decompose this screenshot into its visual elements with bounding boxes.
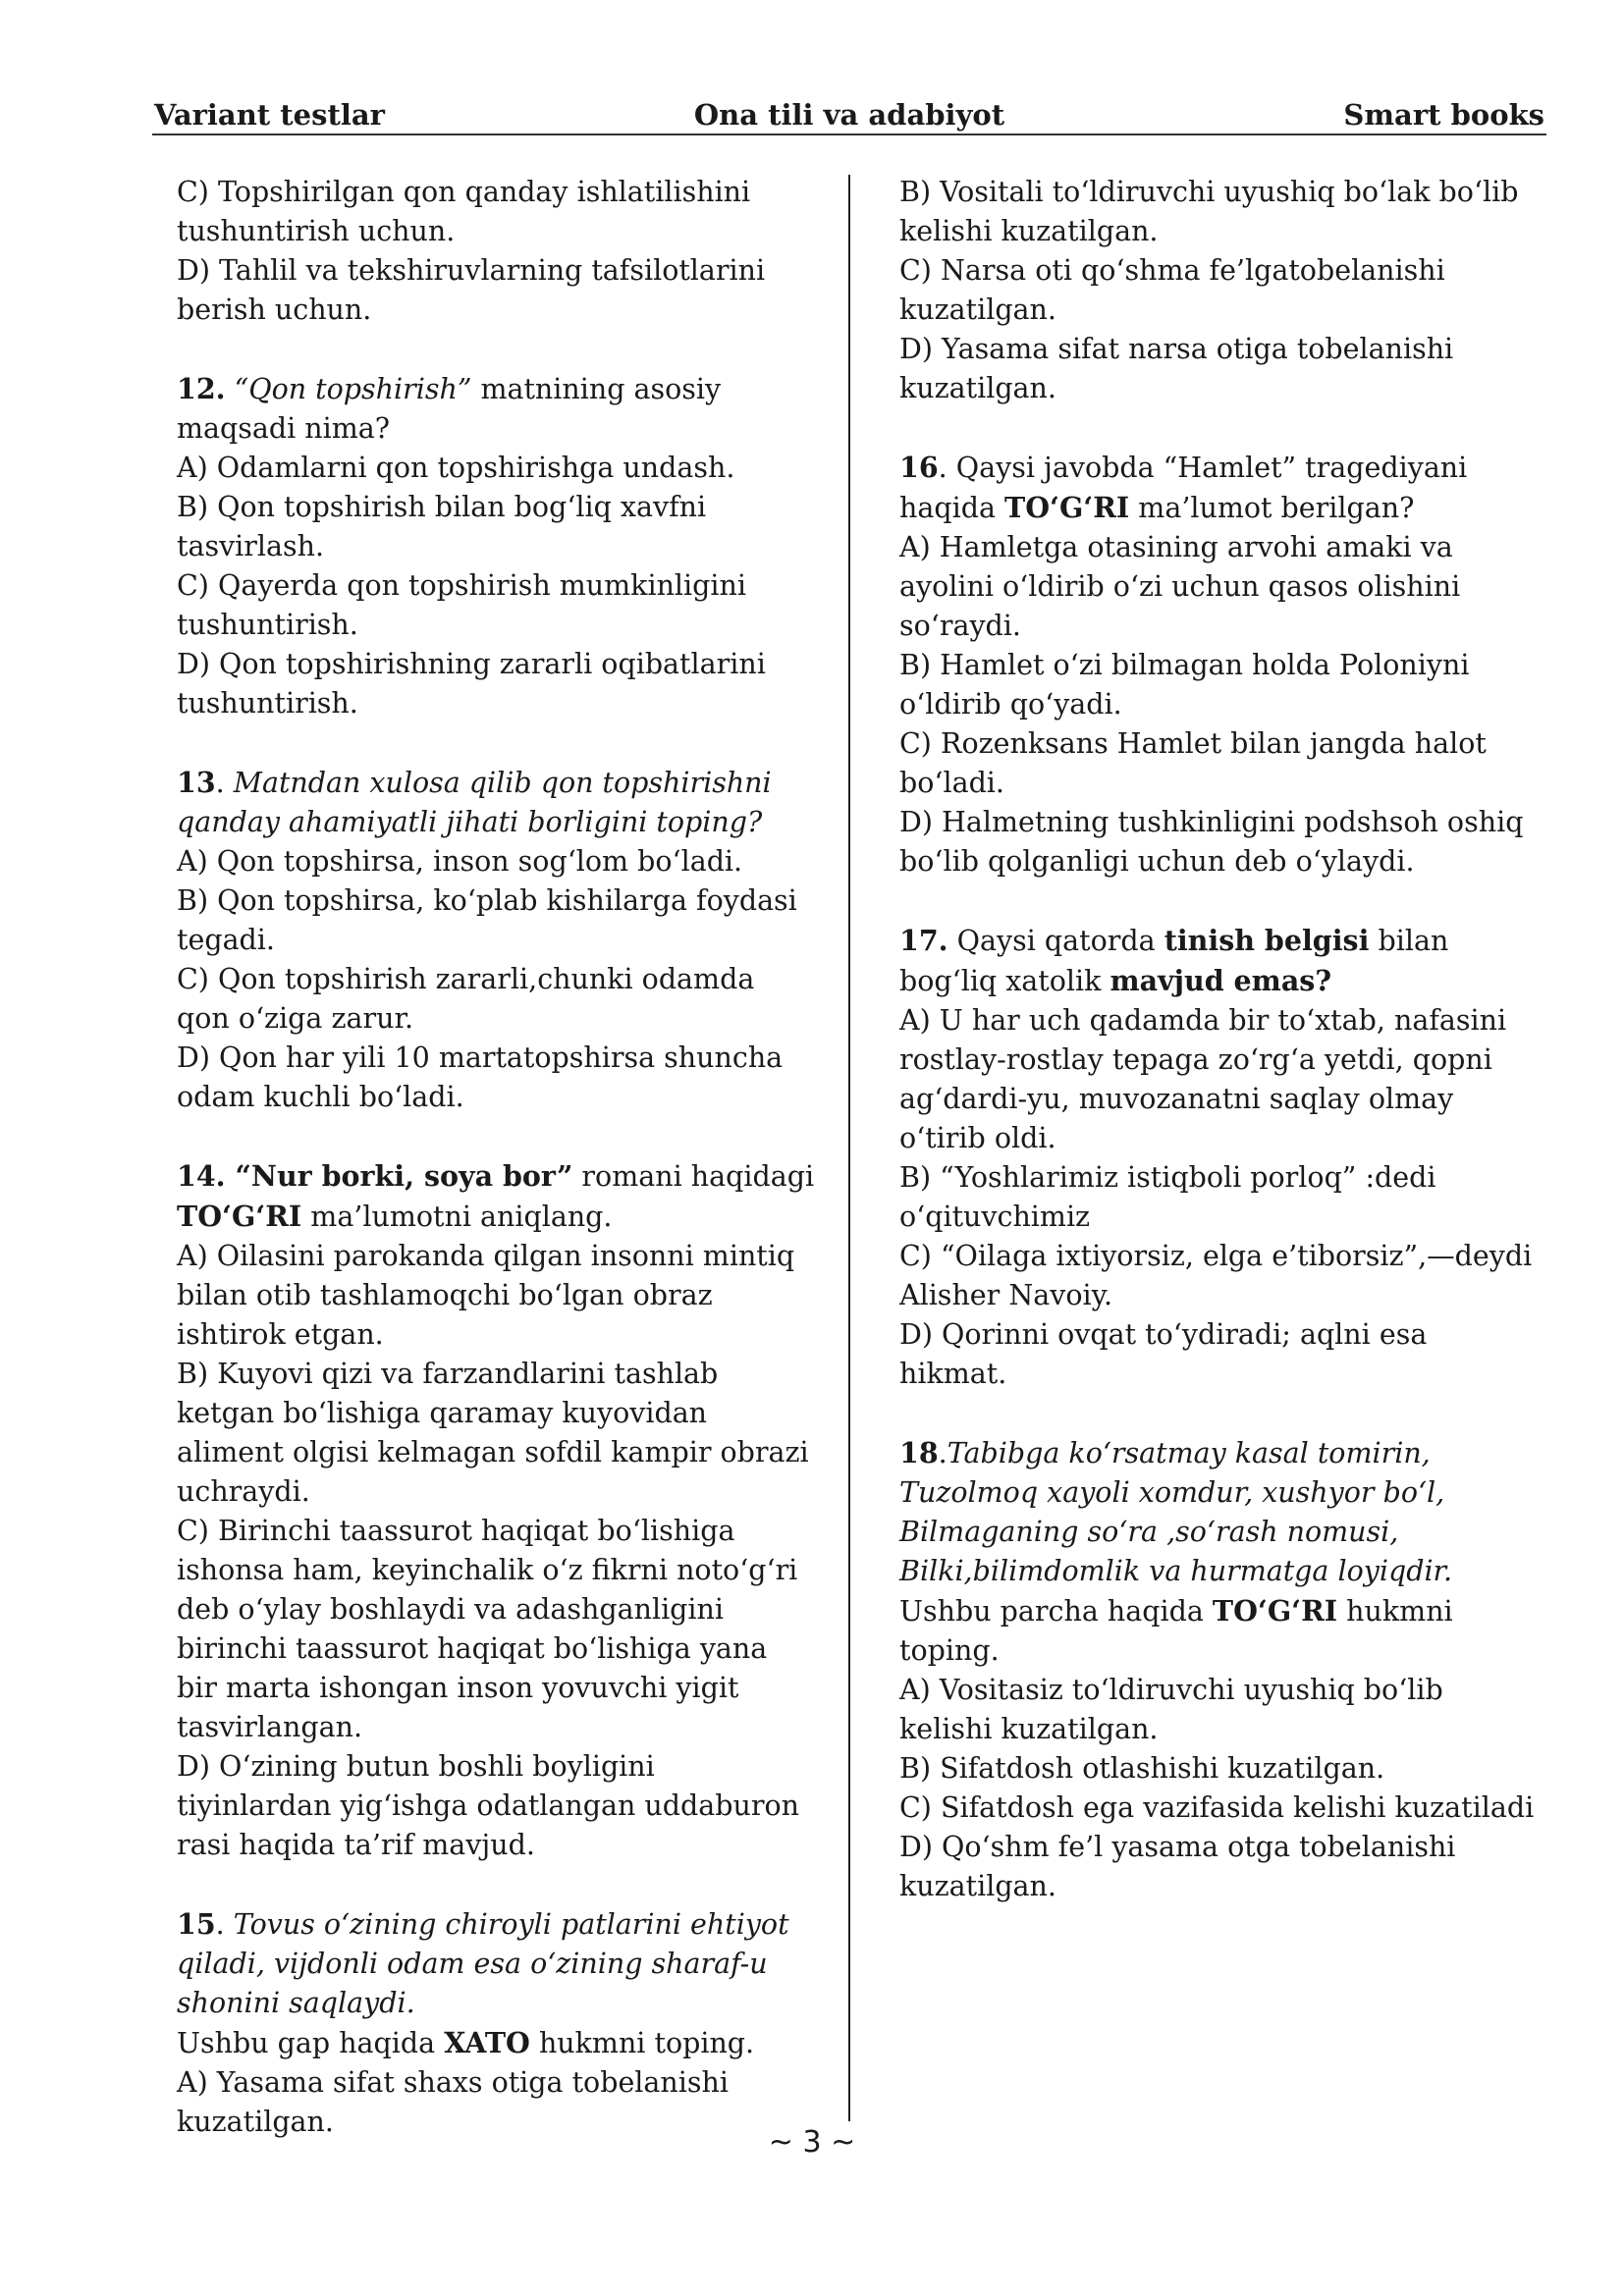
q18-option-d: D) Qo‘shm fe’l yasama otga tobelanishi kuzatilgan. — [899, 1831, 1456, 1902]
right-column — [899, 173, 1538, 1906]
q12-text: matnining asosiy maqsadi nima? — [177, 373, 722, 445]
q17-option-d: D) Qorinni ovqat to‘ydiradi; aqlni esa hikmat. — [899, 1318, 1428, 1390]
q18-option-b: B) Sifatdosh otlashishi kuzatilgan. — [899, 1752, 1385, 1785]
header-left-title: Variant testlar — [154, 98, 385, 132]
q15-prompt-text2: hukmni toping. — [529, 2027, 755, 2059]
q15-text: Tovus o‘zining chiroyli patlarini ehtiyot qiladi, vijdonli odam esa o‘zining sharaf-u shonini saqlaydi. — [177, 1908, 789, 2019]
q12-option-b: B) Qon topshirish bilan bog‘liq xavfni tasvirlash. — [177, 491, 707, 562]
q12-number: 12. — [177, 372, 226, 405]
q14-option-c: C) Birinchi taassurot haqiqat bo‘lishiga ishonsa ham, keyinchalik o‘z fikrni noto‘g‘ri deb o‘ylay boshlaydi va adashganligini birinchi taassurot haqiqat bo‘lishiga yana bir marta ishongan inson yovuvchi yigit tasvirlangan. — [177, 1515, 798, 1743]
q17-bold1: tinish belgisi — [1164, 924, 1370, 957]
q13-option-c: C) Qon topshirish zararli,chunki odamda qon o‘ziga zarur. — [177, 963, 755, 1035]
left-column — [177, 173, 815, 2142]
q13-option-d: D) Qon har yili 10 martatopshirsa shuncha odam kuchli bo‘ladi. — [177, 1041, 784, 1113]
column-divider — [848, 175, 850, 2121]
q12-option-c: C) Qayerda qon topshirish mumkinligini tushuntirish. — [177, 569, 746, 641]
q14-option-d: D) O‘zining butun boshli boyligini tiyinlardan yig‘ishga odatlangan uddaburon rasi haqida ta’rif mavjud. — [177, 1750, 799, 1861]
q18-question — [899, 1433, 1538, 1473]
q18-option-c: C) Sifatdosh ega vazifasida kelishi kuzatiladi — [899, 1791, 1535, 1824]
q17-option-b: B) “Yoshlarimiz istiqboli porloq” :dedi o‘qituvchimiz — [899, 1161, 1436, 1233]
q18-prompt — [899, 1591, 1538, 1671]
q11-option-c: C) Topshirilgan qon qanday ishlatilishini tushuntirish uchun. — [177, 176, 751, 247]
q18-poem-line4: Bilki,bilimdomlik va hurmatga loyiqdir. — [899, 1555, 1453, 1587]
q16-option-a: A) Hamletga otasining arvohi amaki va ayolini o‘ldirib o‘zi uchun qasos olishini so‘raydi. — [899, 531, 1461, 642]
q16-option-d: D) Halmetning tushkinligini podshsoh oshiq bo‘lib qolganligi uchun deb o‘ylaydi. — [899, 806, 1524, 878]
q15-dot: . — [215, 1908, 225, 1941]
q18-poem-line2: Tuzolmoq xayoli xomdur, xushyor bo‘l, — [899, 1476, 1445, 1509]
q13-option-b: B) Qon topshirsa, ko‘plab kishilarga foydasi tegadi. — [177, 884, 797, 956]
header-subject: Ona tili va adabiyot — [693, 98, 1005, 132]
q12-option-a: A) Odamlarni qon topshirishga undash. — [177, 452, 735, 484]
q12-title: “Qon topshirish” — [234, 373, 472, 405]
q17-bold2: mavjud emas? — [1110, 964, 1332, 997]
header-publisher: Smart books — [1343, 98, 1544, 132]
q14-number-title: 14. “Nur borki, soya bor” — [177, 1159, 573, 1193]
q16-bold: TO‘G‘RI — [1004, 491, 1130, 524]
q14-question — [177, 1156, 815, 1237]
q15-option-b: B) Vositali to‘ldiruvchi uyushiq bo‘lak bo‘lib kelishi kuzatilgan. — [899, 176, 1519, 247]
page-number: ~ 3 ~ — [768, 2125, 856, 2160]
q15-prompt-text1: Ushbu gap haqida — [177, 2027, 445, 2059]
q18-option-a: A) Vositasiz to‘ldiruvchi uyushiq bo‘lib kelishi kuzatilgan. — [899, 1674, 1443, 1745]
q13-number: 13 — [177, 766, 216, 799]
q15-number: 15 — [177, 1907, 216, 1941]
q14-text2: ma’lumotni aniqlang. — [301, 1201, 613, 1233]
q18-poem-line1: Tabibga ko‘rsatmay kasal tomirin, — [947, 1437, 1431, 1469]
q16-number: 16 — [899, 451, 939, 484]
q16-text2: ma’lumot berilgan? — [1129, 492, 1415, 524]
q13-question — [177, 763, 815, 842]
q18-bold: TO‘G‘RI — [1212, 1594, 1338, 1628]
q18-number: 18 — [899, 1436, 939, 1469]
q17-option-c: C) “Oilaga ixtiyorsiz, elga e’tiborsiz”,—deydi Alisher Navoiy. — [899, 1240, 1533, 1311]
q15-option-d: D) Yasama sifat narsa otiga tobelanishi kuzatilgan. — [899, 333, 1454, 404]
q16-option-b: B) Hamlet o‘zi bilmagan holda Poloniyni o‘ldirib qo‘yadi. — [899, 649, 1470, 721]
q13-text: Matndan xulosa qilib qon topshirishni qanday ahamiyatli jihati borligini toping? — [177, 767, 772, 838]
q16-text1: . Qaysi javobda “Hamlet” tragediyani haqida — [899, 452, 1468, 524]
q14-option-b: B) Kuyovi qizi va farzandlarini tashlab ketgan bo‘lishiga qaramay kuyovidan aliment olgisi kelmagan sofdil kampir obrazi uchraydi. — [177, 1358, 809, 1508]
q15-bold: XATO — [444, 2026, 530, 2059]
q16-question — [899, 448, 1538, 528]
q17-option-a: A) U har uch qadamda bir to‘xtab, nafasini rostlay-rostlay tepaga zo‘rg‘a yetdi, qopni ag‘dardi-yu, muvozanatni saqlay olmay o‘tirib oldi. — [899, 1004, 1507, 1154]
q18-prompt-text2: hukmni toping. — [899, 1595, 1453, 1667]
q16-option-c: C) Rozenksans Hamlet bilan jangda halot bo‘ladi. — [899, 727, 1487, 799]
q18-poem-line3: Bilmaganing so‘ra ,so‘rash nomusi, — [899, 1516, 1399, 1548]
q17-text1: Qaysi qatorda — [947, 925, 1164, 957]
page-header — [152, 94, 1546, 135]
q15-question — [177, 1904, 815, 2023]
q18-dot: . — [938, 1437, 947, 1469]
q13-dot: . — [215, 767, 225, 799]
q14-bold: TO‘G‘RI — [177, 1200, 302, 1233]
q17-text2: bilan bog‘liq xatolik — [899, 925, 1449, 997]
q12-option-d: D) Qon topshirishning zararli oqibatlarini tushuntirish. — [177, 648, 766, 720]
q17-number: 17. — [899, 924, 948, 957]
q18-prompt-text1: Ushbu parcha haqida — [899, 1595, 1213, 1628]
q12-question — [177, 369, 815, 449]
q15-option-a: A) Yasama sifat shaxs otiga tobelanishi kuzatilgan. — [177, 2066, 729, 2138]
q11-option-d: D) Tahlil va tekshiruvlarning tafsilotlarini berish uchun. — [177, 254, 766, 326]
q15-option-c: C) Narsa oti qo‘shma fe’lgatobelanishi kuzatilgan. — [899, 254, 1445, 326]
q15-prompt — [177, 2023, 815, 2063]
q14-text1: romani haqidagi — [572, 1160, 815, 1193]
q17-question — [899, 921, 1538, 1001]
q13-option-a: A) Qon topshirsa, inson sog‘lom bo‘ladi. — [177, 845, 743, 878]
q14-option-a: A) Oilasini parokanda qilgan insonni mintiq bilan otib tashlamoqchi bo‘lgan obraz ishtirok etgan. — [177, 1240, 795, 1351]
